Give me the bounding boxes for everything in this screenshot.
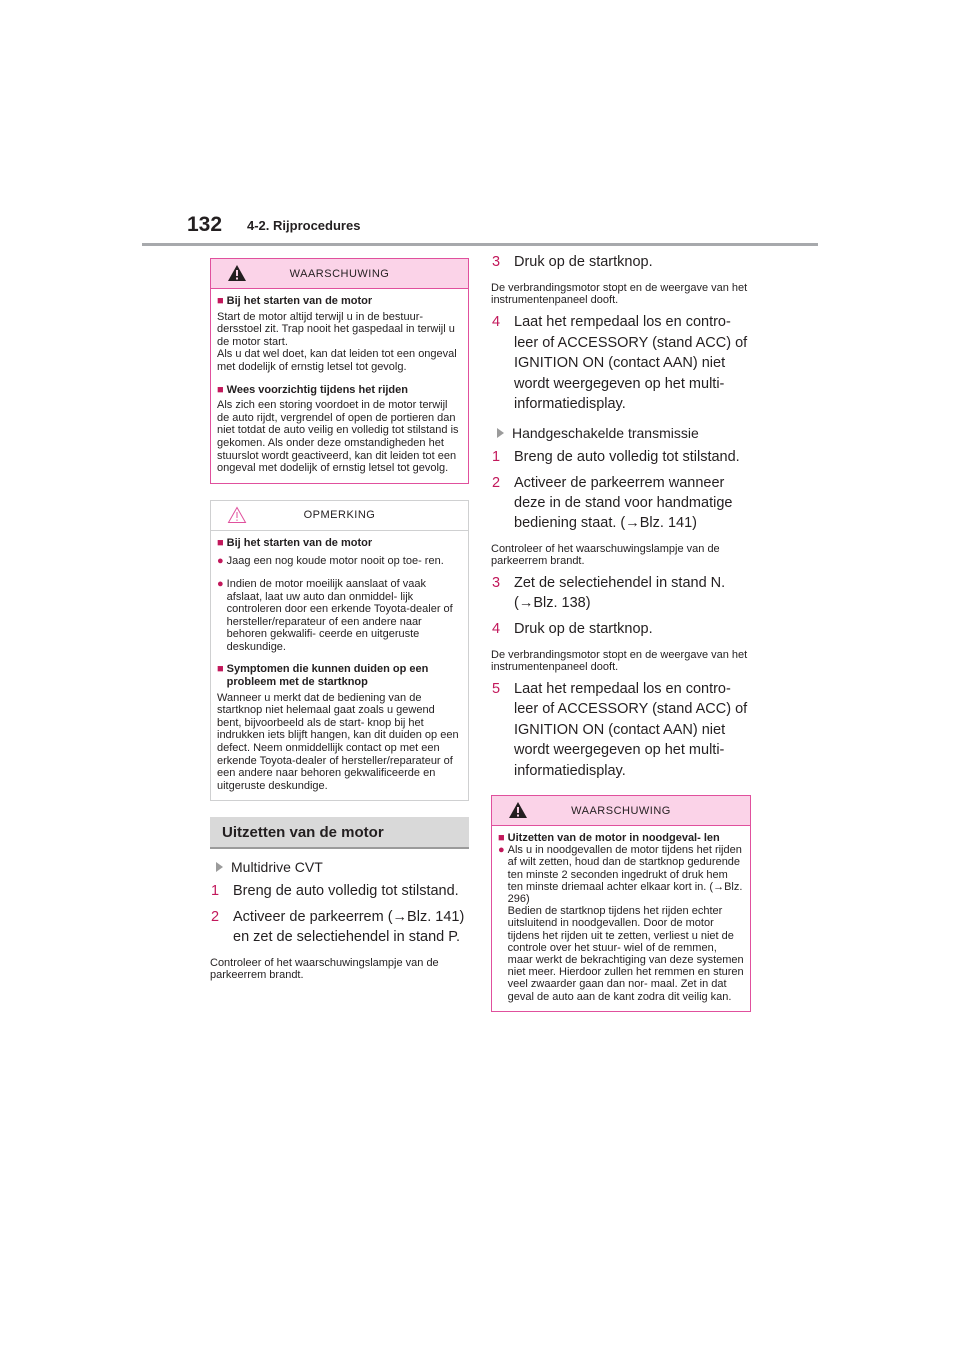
note-bullet: ● Jaag een nog koude motor nooit op toe- ren. [217,555,444,568]
left-column [210,258,469,981]
page-number: 132 [187,213,223,236]
note-bullet: ● Indien de motor moeilijk aanslaat of vaak afslaat, laat uw auto dan onmiddel- lijk controleren door een erkende Toyota-dealer of hersteller/reparateur of een andere naar behoren gekwalifi- ceerde en uitgeruste deskundige. [217,577,453,653]
round-bullet-icon: ● [498,844,505,857]
step-item: 1 Breng de auto volledig tot stilstand. [492,448,740,465]
warning-bullet: ● Als u in noodgevallen de motor tijdens het rijden af wilt zetten, houd dan de startknop gedurende ten minste 2 seconden ingedrukt of druk hem ten minste driemaal achter elkaar kort in. (→Blz. 296) Bedien de startknop tijdens het rijden echter uitsluitend in noodgevallen. Door de motor tijdens het rijden uit te zetten, verliest u niet de controle over het stuur- wiel of de remmen, maar werkt de bekrachtiging van deze systemen niet meer. Hierdoor zullen het remmen en sturen veel zwaarder gaan dan nor- maal. Zet in dat geval de auto aan de kant zodra dit veilig kan. [498,844,744,1003]
transmission-label: Handgeschakelde transmissie [491,425,751,441]
note-subheading: ■ Bij het starten van de motor [217,536,373,549]
step-item: 2 Activeer de parkeerrem wanneer deze in de stand voor handmatige bediening staat. (→Blz. 141) [492,474,733,531]
note-box [210,500,469,802]
square-bullet-icon: ■ [217,383,224,396]
round-bullet-icon: ● [217,577,224,590]
note-title: OPMERKING [303,509,376,522]
square-bullet-icon: ■ [217,663,224,676]
note-subheading: ■ Symptomen die kunnen duiden op een probleem met de startknop [217,663,429,689]
right-column [491,252,751,1028]
warning-subheading: ■ Uitzetten van de motor in noodgeval- len [498,832,720,844]
warning-title: WAARSCHUWING [289,267,390,280]
step-item: 3 Zet de selectiehendel in stand N. (→Blz. 138) [492,574,726,611]
step-item: 4 Druk op de startknop. [492,620,653,637]
step-item: 3 Druk op de startknop. [492,254,653,270]
warning-icon [508,801,528,819]
step-item: 1 Breng de auto volledig tot stilstand. [211,883,459,900]
warning-text: Als zich een storing voordoet in de motor terwijl de auto rijdt, vergrendel of open de portieren dan niet totdat de auto veilig en volledig tot stilstand is gekomen. Als onder deze omstandigheden het stuurslot wordt geactiveerd, kan dit leiden tot een ongeval met dodelijk of ernstig letsel tot gevolg. [217,399,459,475]
arrow-icon [497,428,504,438]
warning-text: Start de motor altijd terwijl u in de bestuur- dersstoel zit. Trap nooit het gaspedaal in terwijl u de motor start. [217,310,455,348]
section-heading: Uitzetten van de motor [210,817,469,849]
warning-subheading: ■ Wees voorzichtig tijdens het rijden [217,383,408,396]
step-item: 4 Laat het rempedaal los en contro- leer of ACCESSORY (stand ACC) of IGNITION ON (contact AAN) niet wordt weergegeven op het multi- informatiedisplay. [492,314,748,412]
warning-box [491,795,751,1012]
warning-box-header [492,796,750,826]
warning-text: Als u dat wel doet, kan dat leiden tot een ongeval met dodelijk of ernstig letsel tot gevolg. [217,348,457,373]
round-bullet-icon: ● [217,555,224,568]
square-bullet-icon: ■ [217,295,224,307]
arrow-icon [216,862,223,872]
note-text: Wanneer u merkt dat de bediening van de startknop niet helemaal gaat zoals u gewend bent, bijvoorbeeld als de start- knop bij het indrukken iets blijft hangen, kan dit duiden op een defect. Neem onmiddellijk contact op met een erkende Toyota-dealer of hersteller/reparateur of een andere naar behoren gekwalificeerde en uitgeruste deskundige. [217,691,459,792]
header-rule [142,243,818,246]
square-bullet-icon: ■ [498,832,505,844]
section-title: 4-2. Rijprocedures [247,218,361,233]
warning-box-header [211,259,468,289]
step-note: De verbrandingsmotor stopt en de weergave van het instrumentenpaneel dooft. [491,648,748,673]
warning-icon [227,264,247,282]
note-box-header [211,501,468,531]
square-bullet-icon: ■ [217,536,224,549]
caution-icon [227,506,247,524]
warning-title: WAARSCHUWING [571,804,671,817]
step-item: 5 Laat het rempedaal los en contro- leer of ACCESSORY (stand ACC) of IGNITION ON (contact AAN) niet wordt weergegeven op het multi- informatiedisplay. [492,680,748,779]
step-note: De verbrandingsmotor stopt en de weergave van het instrumentenpaneel dooft. [491,282,748,306]
transmission-label: Multidrive CVT [210,859,469,875]
step-note: Controleer of het waarschuwingslampje van de parkeerrem brandt. [210,957,439,982]
step-note: Controleer of het waarschuwingslampje van de parkeerrem brandt. [491,542,720,567]
note-box-body [211,531,468,801]
warning-box-body [492,826,750,1011]
warning-box-body [211,289,468,483]
warning-box [210,258,469,484]
step-item: 2 Activeer de parkeerrem (→Blz. 141) en zet de selectiehendel in stand P. [211,909,465,946]
warning-subheading: ■ Bij het starten van de motor [217,295,373,307]
